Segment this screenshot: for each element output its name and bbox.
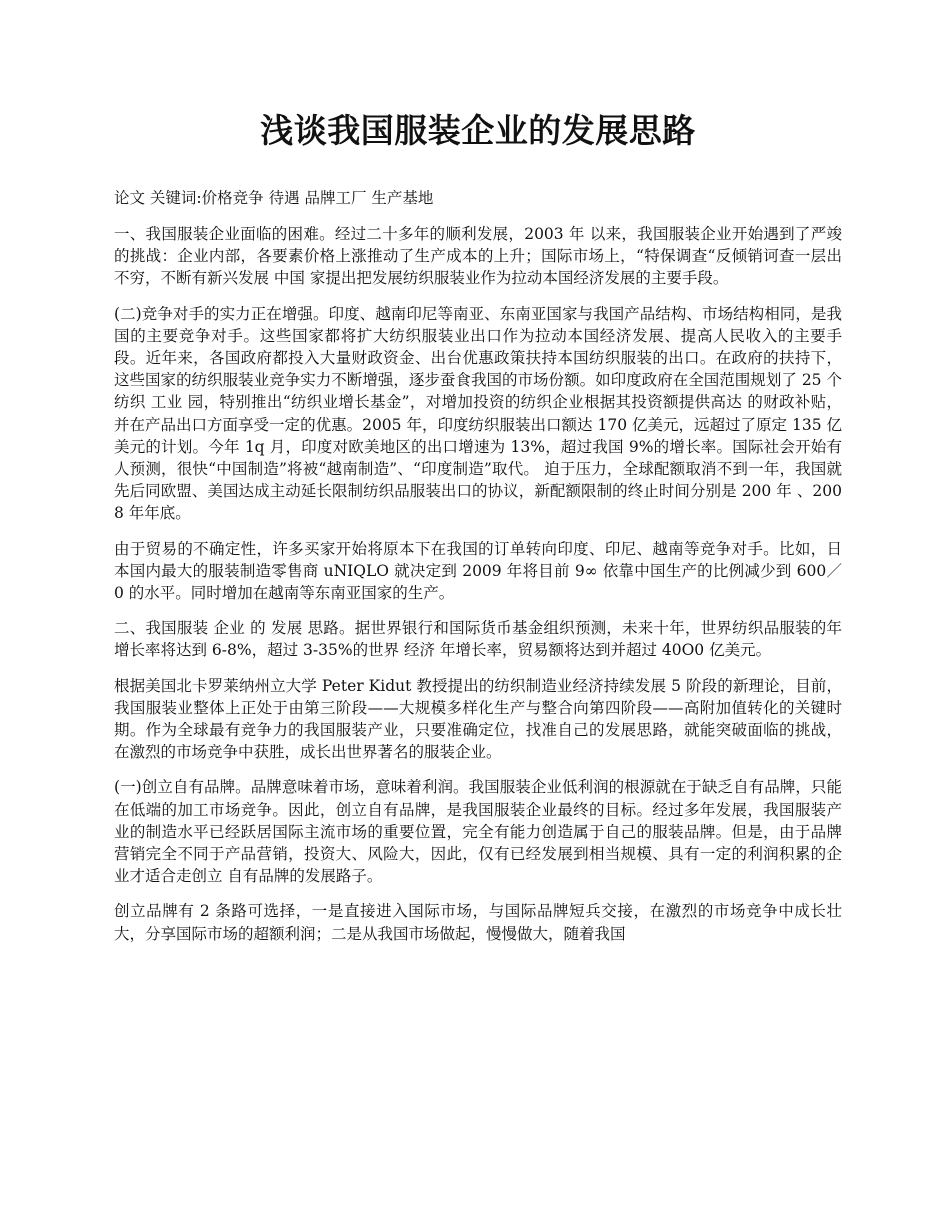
paragraph-3: 由于贸易的不确定性，许多买家开始将原本下在我国的订单转向印度、印尼、越南等竞争对手。比如，日本国内最大的服装制造零售商 uNIQLO 就决定到 2009 年将目前 9∞ 依靠中国生产的比例减少到 600／0 的水平。同时增加在越南等东南亚国家的生产。 <box>114 539 842 602</box>
keywords-line: 论文 关键词:价格竞争 待遇 品牌工厂 生产基地 <box>114 188 434 207</box>
paragraph-4: 二、我国服装 企业 的 发展 思路。据世界银行和国际货币基金组织预测，未来十年，世界纺织品服装的年增长率将达到 6-8%，超过 3-35%的世界 经济 年增长率，贸易额将达到并超过 40O0 亿美元。 <box>114 619 842 660</box>
paragraph-1: 一、我国服装企业面临的困难。经过二十多年的顺利发展，2003 年 以来，我国服装企业开始遇到了严竣的挑战：企业内部，各要素价格上涨推动了生产成本的上升；国际市场上，“特保调查“反倾销诃查一层出不穷，不断有新兴发展 中国 家提出把发展纺织服装业作为拉动本国经济发展的主要手段。 <box>114 224 842 288</box>
paragraph-5: 根据美国北卡罗莱纳州立大学 Peter Kidut 教授提出的纺织制造业经济持续发展 5 阶段的新理论，目前，我国服装业整体上正处于由第三阶段——大规模多样化生产与整合向第四阶段——高附加值转化的关键时期。作为全球最有竞争力的我国服装产业，只要准确定位，找准自己的发展思路，就能突破面临的挑战，在激烈的市场竞争中获胜，成长出世界著名的服装企业。 <box>114 676 842 762</box>
paragraph-7: 创立品牌有 2 条路可选择，一是直接进入国际市场，与国际品牌短兵交接，在激烈的市场竞争中成长壮大，分享国际市场的超额利润；二是从我国市场做起，慢慢做大，随着我国 <box>114 902 842 943</box>
paragraph-6: (一)创立自有品牌。品牌意味着市场，意味着利润。我国服装企业低利润的根源就在于缺乏自有品牌，只能在低端的加工市场竞争。因此，创立自有品牌，是我国服装企业最终的目标。经过多年发展，我国服装产业的制造水平已经跃居国际主流市场的重要位置，完全有能力创造属于自己的服装品牌。但是，由于品牌营销完全不同于产品营销，投资大、风险大，因此，仅有已经发展到相当规模、具有一定的利润积累的企业才适合走创立 自有品牌的发展路子。 <box>114 778 842 886</box>
document-title: 浅谈我国服装企业的发展思路 <box>260 111 696 150</box>
paragraph-2: (二)竞争对手的实力正在增强。印度、越南印尼等南亚、东南亚国家与我国产品结构、市场结构相同，是我国的主要竞争对手。这些国家都将扩大纺织服装业出口作为拉动本国经济发展、提高人民收入的主要手段。近年来，各国政府都投入大量财政资金、出台优惠政策扶持本国纺织服装的出口。在政府的扶持下，这些国家的纺织服装业竞争实力不断增强，逐步蚕食我国的市场份额。如印度政府在全国范围规划了 25 个纺织 工业 园，特别推出“纺织业增长基金”，对增加投资的纺织企业根据其投资额提供高达 的财政补贴，并在产品出口方面享受一定的优惠。2005 年，印度纺织服装出口额达 170 亿美元，远超过了原定 135 亿美元的计划。今年 1q 月，印度对欧美地区的出口增速为 13%，超过我国 9%的增长率。国际社会开始有人预测，很快“中国制造”将被“越南制造”、“印度制造”取代。 迫于压力，全球配额取消不到一年，我国就先后同欧盟、美国达成主动延长限制纺织品服装出口的协议，新配额限制的终止时间分别是 200 年 、2008 年年底。 <box>114 304 842 523</box>
document-page <box>114 110 842 958</box>
